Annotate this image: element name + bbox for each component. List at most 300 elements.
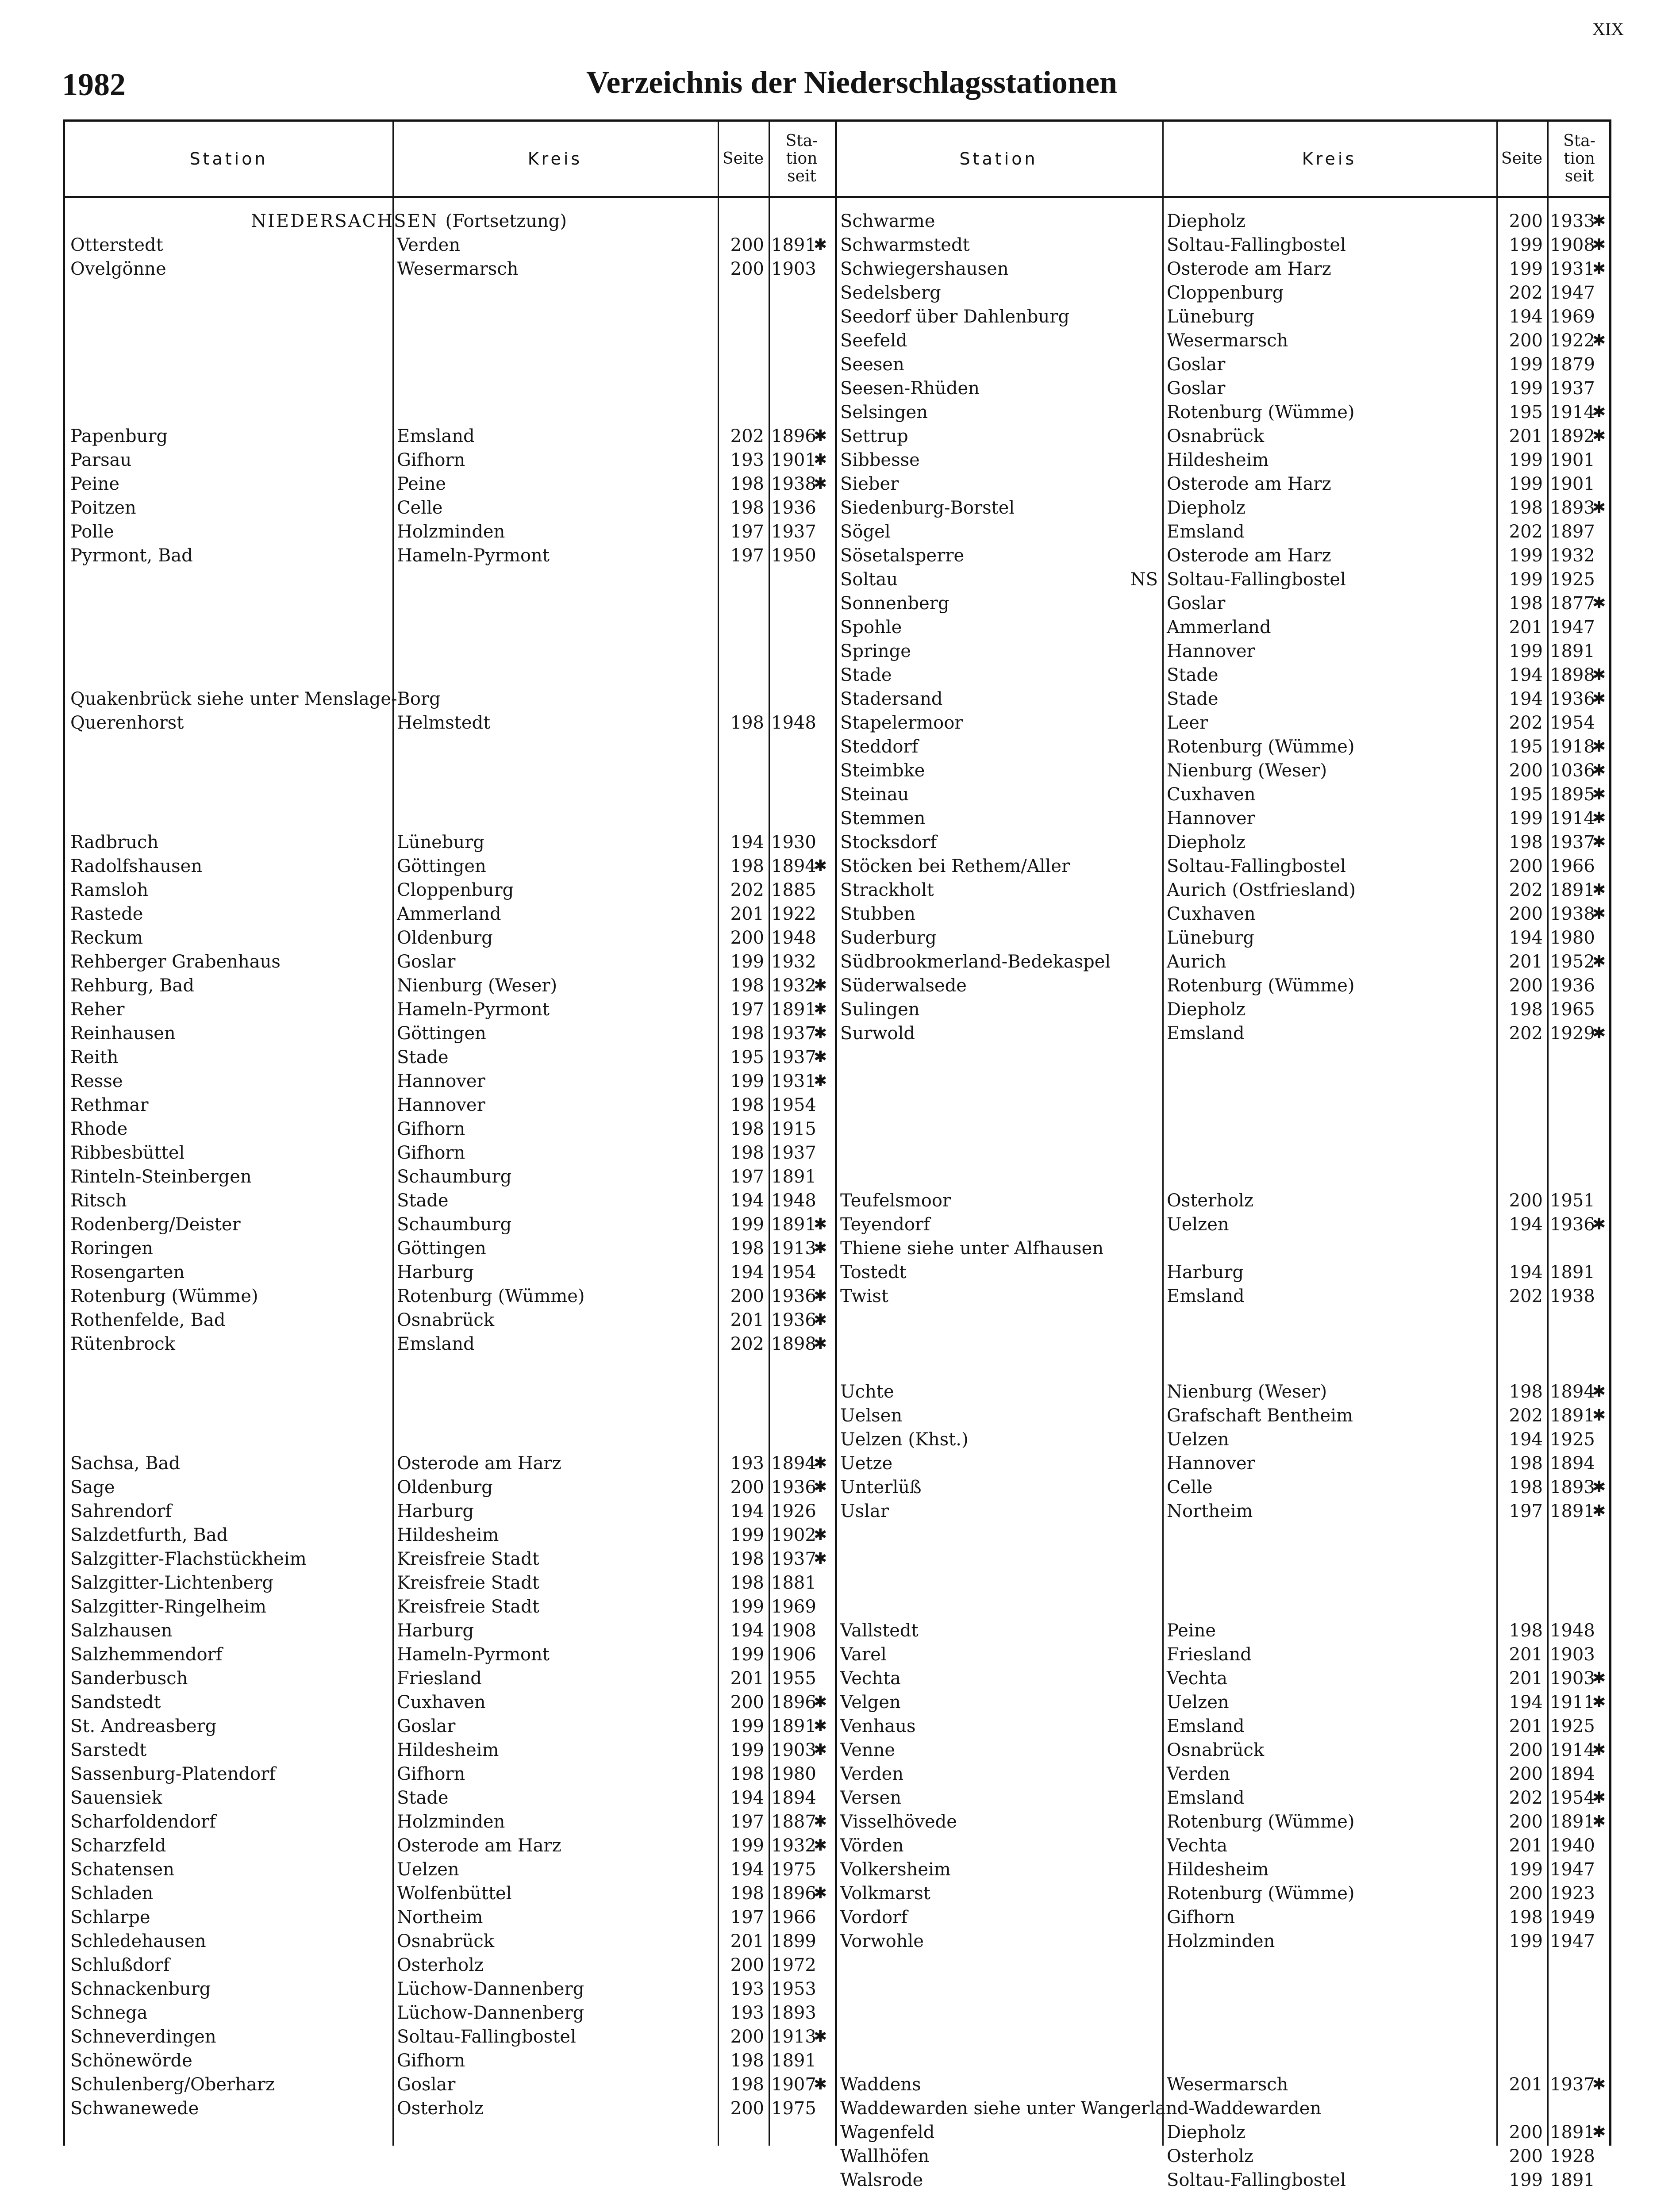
- station-name: Reckum: [70, 928, 143, 948]
- table-row: [65, 1619, 835, 1643]
- seite-value: 202: [1509, 1286, 1543, 1306]
- seite-value: 199: [1509, 545, 1543, 566]
- seite-value: 200: [1509, 760, 1543, 781]
- station-name: Tostedt: [840, 1262, 907, 1283]
- year-value: 1885: [771, 880, 816, 900]
- station-name: Waddens: [840, 2074, 921, 2095]
- year-value: 1937: [771, 1047, 816, 1068]
- station-name: Schatensen: [70, 1859, 174, 1880]
- table-row: [835, 568, 1611, 591]
- station-name: Sögel: [840, 522, 891, 542]
- seite-value: 200: [730, 259, 764, 279]
- station-name: Otterstedt: [70, 235, 163, 255]
- seite-value: 201: [1509, 1836, 1543, 1856]
- table-row: [65, 2073, 835, 2097]
- seite-value: 200: [730, 1955, 764, 1975]
- table-row: [65, 687, 835, 711]
- table-row: [65, 1690, 835, 1714]
- kreis-name: Gifhorn: [397, 2051, 465, 2071]
- year-value: 1899: [771, 1931, 816, 1951]
- asterisk-marker: ✱: [1592, 833, 1606, 851]
- station-name: Salzgitter-Lichtenberg: [70, 1573, 274, 1593]
- year-value: 1950: [771, 545, 816, 566]
- asterisk-marker: ✱: [1592, 1024, 1606, 1042]
- station-name: Sage: [70, 1477, 115, 1498]
- kreis-name: Emsland: [1167, 1716, 1245, 1736]
- kreis-name: Hameln-Pyrmont: [397, 999, 550, 1020]
- table-row: [835, 711, 1611, 735]
- asterisk-marker: ✱: [814, 1335, 827, 1353]
- year-value: 1896: [771, 426, 816, 446]
- station-name: Salzdetfurth, Bad: [70, 1525, 228, 1545]
- seite-value: 200: [1509, 904, 1543, 924]
- seite-value: 201: [1509, 952, 1543, 972]
- seite-value: 194: [730, 832, 764, 853]
- asterisk-marker: ✱: [814, 857, 827, 875]
- seite-value: 200: [1509, 1764, 1543, 1784]
- table-row: [835, 1834, 1611, 1858]
- seite-value: 197: [730, 1812, 764, 1832]
- station-name: Schwanewede: [70, 2098, 199, 2119]
- asterisk-marker: ✱: [1592, 594, 1606, 612]
- seite-value: 200: [1509, 211, 1543, 231]
- year-value: 1893: [1550, 1477, 1595, 1498]
- kreis-name: Gifhorn: [1167, 1907, 1235, 1928]
- asterisk-marker: ✱: [1592, 952, 1606, 971]
- kreis-name: Hannover: [1167, 1453, 1255, 1474]
- asterisk-marker: ✱: [814, 451, 827, 469]
- seite-value: 200: [1509, 1190, 1543, 1211]
- station-name: Ramsloh: [70, 880, 148, 900]
- table-row: [65, 2097, 835, 2120]
- kreis-name: Friesland: [1167, 1644, 1252, 1665]
- seite-value: 200: [730, 1477, 764, 1498]
- station-name: Sulingen: [840, 999, 920, 1020]
- asterisk-marker: ✱: [814, 1048, 827, 1066]
- seite-value: 200: [730, 2098, 764, 2119]
- station-name: Uetze: [840, 1453, 893, 1474]
- seite-value: 199: [730, 1525, 764, 1545]
- station-name: Ritsch: [70, 1190, 127, 1211]
- station-name: Peine: [70, 474, 120, 494]
- year-value: 1947: [1550, 1931, 1595, 1951]
- station-name: Rosengarten: [70, 1262, 185, 1283]
- station-name: Scharzfeld: [70, 1836, 166, 1856]
- asterisk-marker: ✱: [814, 1813, 827, 1831]
- year-value: 1911: [1550, 1692, 1595, 1713]
- year-value: 1906: [771, 1644, 816, 1665]
- kreis-name: Holzminden: [397, 1812, 505, 1832]
- table-row: [65, 1452, 835, 1475]
- table-row: [835, 759, 1611, 783]
- year-value: 1894: [1550, 1764, 1595, 1784]
- kreis-name: Hameln-Pyrmont: [397, 545, 550, 566]
- asterisk-marker: ✱: [814, 2075, 827, 2093]
- station-name: Sauensiek: [70, 1788, 162, 1808]
- station-name: Vörden: [840, 1836, 904, 1856]
- kreis-name: Aurich (Ostfriesland): [1167, 880, 1356, 900]
- kreis-name: Verden: [1167, 1764, 1230, 1784]
- year-value: 1907: [771, 2074, 816, 2095]
- year-value: 1891: [1550, 1406, 1595, 1426]
- station-name: Rethmar: [70, 1095, 149, 1115]
- station-name: Schlarpe: [70, 1907, 150, 1928]
- year-value: 1937: [1550, 2074, 1595, 2095]
- year-value: 1887: [771, 1812, 816, 1832]
- seite-value: 193: [730, 2003, 764, 2023]
- station-name: Schnega: [70, 2003, 148, 2023]
- table-row: [835, 1810, 1611, 1834]
- table-row: [65, 1499, 835, 1523]
- section-heading: NIEDERSACHSEN (Fortsetzung): [251, 211, 567, 231]
- seite-value: 193: [730, 1453, 764, 1474]
- seite-value: 200: [730, 1692, 764, 1713]
- table-row: [65, 1738, 835, 1762]
- asterisk-marker: ✱: [1592, 331, 1606, 349]
- seite-value: 199: [1509, 1931, 1543, 1951]
- seite-value: 198: [1509, 498, 1543, 518]
- station-name: Strackholt: [840, 880, 934, 900]
- station-name: Poitzen: [70, 498, 136, 518]
- station-name: Unterlüß: [840, 1477, 922, 1498]
- kreis-name: Lüchow-Dannenberg: [397, 1979, 584, 1999]
- station-name: Stadersand: [840, 689, 943, 709]
- table-row: [65, 950, 835, 974]
- station-name: Salzhausen: [70, 1621, 173, 1641]
- kreis-name: Friesland: [397, 1668, 482, 1689]
- asterisk-marker: ✱: [1592, 1741, 1606, 1759]
- asterisk-marker: ✱: [814, 1239, 827, 1257]
- asterisk-marker: ✱: [1592, 809, 1606, 827]
- seite-value: 194: [730, 1501, 764, 1521]
- kreis-name: Rotenburg (Wümme): [1167, 402, 1355, 422]
- table-row: [835, 1690, 1611, 1714]
- asterisk-marker: ✱: [814, 427, 827, 445]
- kreis-name: Vechta: [1167, 1836, 1227, 1856]
- table-row: [835, 591, 1611, 615]
- year-value: 1937: [771, 1143, 816, 1163]
- page-title: Verzeichnis der Niederschlagsstationen: [586, 65, 1117, 100]
- table-row: [835, 878, 1611, 902]
- asterisk-marker: ✱: [814, 1836, 827, 1855]
- year-value: 1891: [771, 999, 816, 1020]
- seite-value: 201: [1509, 617, 1543, 637]
- table-row: [835, 305, 1611, 329]
- seite-value: 194: [1509, 307, 1543, 327]
- station-name: Verden: [840, 1764, 904, 1784]
- table-row: [65, 1595, 835, 1619]
- header-seite-left: Seite: [722, 149, 764, 168]
- seite-value: 201: [1509, 426, 1543, 446]
- year-value: 1925: [1550, 1716, 1595, 1736]
- kreis-name: Aurich: [1167, 952, 1226, 972]
- seite-value: 199: [730, 1716, 764, 1736]
- seite-value: 195: [1509, 402, 1543, 422]
- table-row: [65, 1882, 835, 1905]
- seite-value: 198: [730, 498, 764, 518]
- table-row: [835, 1380, 1611, 1404]
- kreis-name: Hameln-Pyrmont: [397, 1644, 550, 1665]
- kreis-name: Northeim: [397, 1907, 483, 1928]
- seite-value: 194: [730, 1621, 764, 1641]
- year-value: 1913: [771, 2027, 816, 2047]
- asterisk-marker: ✱: [1592, 737, 1606, 756]
- kreis-name: Rotenburg (Wümme): [1167, 737, 1355, 757]
- station-name: Radbruch: [70, 832, 159, 853]
- table-row: [65, 1905, 835, 1929]
- table-row: [835, 1499, 1611, 1523]
- table-row: [835, 448, 1611, 472]
- kreis-name: Diepholz: [1167, 999, 1245, 1020]
- table-row: [65, 1189, 835, 1213]
- seite-value: 198: [730, 474, 764, 494]
- kreis-name: Oldenburg: [397, 1477, 493, 1498]
- seite-value: 199: [1509, 235, 1543, 255]
- year-value: 1891: [771, 1167, 816, 1187]
- seite-value: 201: [1509, 1644, 1543, 1665]
- table-row: [835, 209, 1611, 233]
- year-value: 1980: [771, 1764, 816, 1784]
- year-value: 1894: [1550, 1382, 1595, 1402]
- station-name: Papenburg: [70, 426, 168, 446]
- kreis-name: Gifhorn: [397, 450, 465, 470]
- seite-value: 200: [730, 928, 764, 948]
- table-row: [65, 2025, 835, 2049]
- year-value: 1965: [1550, 999, 1595, 1020]
- station-name: Seesen-Rhüden: [840, 378, 980, 399]
- station-name: Wallhöfen: [840, 2146, 930, 2166]
- station-name: Thiene siehe unter Alfhausen: [840, 1238, 1104, 1259]
- seite-value: 198: [730, 1238, 764, 1259]
- year-value: 1933: [1550, 211, 1595, 231]
- year-value: 1914: [1550, 402, 1595, 422]
- asterisk-marker: ✱: [814, 1741, 827, 1759]
- table-row: [835, 639, 1611, 663]
- station-name: Stöcken bei Rethem/Aller: [840, 856, 1070, 876]
- station-name: Reinhausen: [70, 1023, 176, 1044]
- seite-value: 200: [1509, 1812, 1543, 1832]
- asterisk-marker: ✱: [814, 1478, 827, 1496]
- table-row: [65, 520, 835, 544]
- seite-value: 193: [730, 450, 764, 470]
- table-row: [65, 472, 835, 496]
- station-name: Pyrmont, Bad: [70, 545, 193, 566]
- table-row: [835, 1858, 1611, 1882]
- year-value: 1938: [1550, 1286, 1595, 1306]
- table-row: [835, 1213, 1611, 1237]
- station-name: Schönewörde: [70, 2051, 192, 2071]
- table-row: [65, 830, 835, 854]
- table-row: [65, 1834, 835, 1858]
- table-row: [835, 1714, 1611, 1738]
- kreis-name: Soltau-Fallingbostel: [397, 2027, 576, 2047]
- station-name: Uelsen: [840, 1406, 903, 1426]
- seite-value: 194: [730, 1859, 764, 1880]
- kreis-name: Gifhorn: [397, 1764, 465, 1784]
- year-value: 1922: [1550, 330, 1595, 351]
- seite-value: 195: [1509, 784, 1543, 805]
- kreis-name: Schaumburg: [397, 1167, 512, 1187]
- kreis-name: Vechta: [1167, 1668, 1227, 1689]
- table-row: [835, 1929, 1611, 1953]
- seite-value: 200: [1509, 2122, 1543, 2143]
- table-row: [65, 1093, 835, 1117]
- seite-value: 194: [1509, 665, 1543, 685]
- seite-value: 198: [730, 1764, 764, 1784]
- table-row: [65, 1714, 835, 1738]
- asterisk-marker: ✱: [814, 1454, 827, 1472]
- seite-value: 201: [730, 904, 764, 924]
- kreis-name: Osterode am Harz: [1167, 474, 1331, 494]
- kreis-name: Verden: [397, 235, 461, 255]
- seite-value: 199: [1509, 378, 1543, 399]
- station-name: Salzgitter-Flachstückheim: [70, 1549, 307, 1569]
- table-row: [65, 1762, 835, 1786]
- year-value: 1947: [1550, 1859, 1595, 1880]
- table-row: [65, 1117, 835, 1141]
- year-value: 1975: [771, 1859, 816, 1880]
- year-value: 1903: [771, 259, 816, 279]
- table-row: [65, 902, 835, 926]
- kreis-name: Lüchow-Dannenberg: [397, 2003, 584, 2023]
- seite-value: 195: [730, 1047, 764, 1068]
- seite-value: 193: [730, 1979, 764, 1999]
- kreis-name: Northeim: [1167, 1501, 1253, 1521]
- seite-value: 198: [730, 1549, 764, 1569]
- station-name: Venhaus: [840, 1716, 916, 1736]
- station-name: Versen: [840, 1788, 901, 1808]
- seite-value: 201: [1509, 2074, 1543, 2095]
- year-value: 1955: [771, 1668, 816, 1689]
- seite-value: 198: [1509, 1382, 1543, 1402]
- kreis-name: Diepholz: [1167, 498, 1245, 518]
- year-value: 1954: [1550, 713, 1595, 733]
- table-row: [65, 1667, 835, 1690]
- table-row: [65, 1475, 835, 1499]
- kreis-name: Osterode am Harz: [1167, 259, 1331, 279]
- asterisk-marker: ✱: [1592, 1215, 1606, 1233]
- table-row: [835, 1882, 1611, 1905]
- asterisk-marker: ✱: [1592, 1406, 1606, 1425]
- station-name: Wagenfeld: [840, 2122, 935, 2143]
- table-row: [65, 2001, 835, 2025]
- seite-value: 200: [1509, 2146, 1543, 2166]
- seite-value: 199: [730, 1644, 764, 1665]
- year-value: 1969: [1550, 307, 1595, 327]
- table-row: [835, 687, 1611, 711]
- kreis-name: Diepholz: [1167, 2122, 1245, 2143]
- kreis-name: Emsland: [1167, 1023, 1245, 1044]
- kreis-name: Uelzen: [1167, 1429, 1229, 1450]
- seite-value: 199: [1509, 1859, 1543, 1880]
- station-name: Springe: [840, 641, 911, 661]
- kreis-name: Osterholz: [1167, 1190, 1253, 1211]
- station-name: Soltau: [840, 569, 898, 590]
- table-row: [835, 735, 1611, 759]
- header-station-right: Station: [959, 149, 1038, 169]
- table-row: [65, 1141, 835, 1165]
- station-name: Settrup: [840, 426, 908, 446]
- table-body: [65, 205, 1609, 2190]
- station-note: NS: [1130, 569, 1158, 590]
- asterisk-marker: ✱: [1592, 1813, 1606, 1831]
- asterisk-marker: ✱: [1592, 905, 1606, 923]
- seite-value: 198: [730, 1119, 764, 1139]
- kreis-name: Wolfenbüttel: [397, 1883, 512, 1904]
- year-value: 1948: [771, 713, 816, 733]
- year-value: 1936: [1550, 975, 1595, 996]
- asterisk-marker: ✱: [814, 976, 827, 995]
- seite-value: 199: [730, 1071, 764, 1091]
- year-value: 1929: [1550, 1023, 1595, 1044]
- year-value: 1894: [771, 1788, 816, 1808]
- station-name: Reher: [70, 999, 125, 1020]
- station-name: Selsingen: [840, 402, 928, 422]
- year-value: 1901: [771, 450, 816, 470]
- kreis-name: Hannover: [397, 1071, 485, 1091]
- year-value: 1980: [1550, 928, 1595, 948]
- asterisk-marker: ✱: [814, 1311, 827, 1329]
- year-value: 1908: [771, 1621, 816, 1641]
- seite-value: 200: [1509, 1883, 1543, 1904]
- year-value: 1949: [1550, 1907, 1595, 1928]
- seite-value: 199: [1509, 808, 1543, 829]
- station-name: Stocksdorf: [840, 832, 937, 853]
- asterisk-marker: ✱: [1592, 260, 1606, 278]
- kreis-name: Rotenburg (Wümme): [1167, 975, 1355, 996]
- seite-value: 198: [730, 1143, 764, 1163]
- year-value: 1966: [771, 1907, 816, 1928]
- table-row: [65, 998, 835, 1022]
- table-row: [835, 1189, 1611, 1213]
- kreis-name: Kreisfreie Stadt: [397, 1549, 539, 1569]
- kreis-name: Lüneburg: [1167, 928, 1254, 948]
- table-row: [835, 520, 1611, 544]
- year-value: 1877: [1550, 593, 1595, 614]
- kreis-name: Uelzen: [1167, 1692, 1229, 1713]
- station-name: Sarstedt: [70, 1740, 147, 1760]
- year-value: 1953: [771, 1979, 816, 1999]
- year-value: 1896: [771, 1883, 816, 1904]
- kreis-name: Grafschaft Bentheim: [1167, 1406, 1353, 1426]
- kreis-name: Harburg: [397, 1621, 474, 1641]
- table-row: [65, 1045, 835, 1069]
- kreis-name: Ammerland: [397, 904, 501, 924]
- station-name: Seedorf über Dahlenburg: [840, 307, 1069, 327]
- table-row: [835, 1619, 1611, 1643]
- year-value: 1948: [1550, 1621, 1595, 1641]
- kreis-name: Kreisfreie Stadt: [397, 1573, 539, 1593]
- seite-value: 197: [730, 545, 764, 566]
- seite-value: 194: [1509, 1429, 1543, 1450]
- seite-value: 194: [1509, 689, 1543, 709]
- station-name: Salzgitter-Ringelheim: [70, 1597, 266, 1617]
- kreis-name: Cloppenburg: [1167, 283, 1284, 303]
- seite-value: 198: [1509, 832, 1543, 853]
- table-row: [65, 1953, 835, 1977]
- asterisk-marker: ✱: [1592, 666, 1606, 684]
- seite-value: 198: [730, 1883, 764, 1904]
- seite-value: 202: [1509, 713, 1543, 733]
- seite-value: 194: [1509, 1214, 1543, 1235]
- header-kreis-left: Kreis: [527, 149, 583, 169]
- station-name: Rehburg, Bad: [70, 975, 194, 996]
- table-row: [835, 950, 1611, 974]
- station-name: Stapelermoor: [840, 713, 963, 733]
- seite-value: 202: [1509, 522, 1543, 542]
- station-name: Süderwalsede: [840, 975, 967, 996]
- station-name: Waddewarden siehe unter Wangerland-Waddewarden: [840, 2098, 1322, 2119]
